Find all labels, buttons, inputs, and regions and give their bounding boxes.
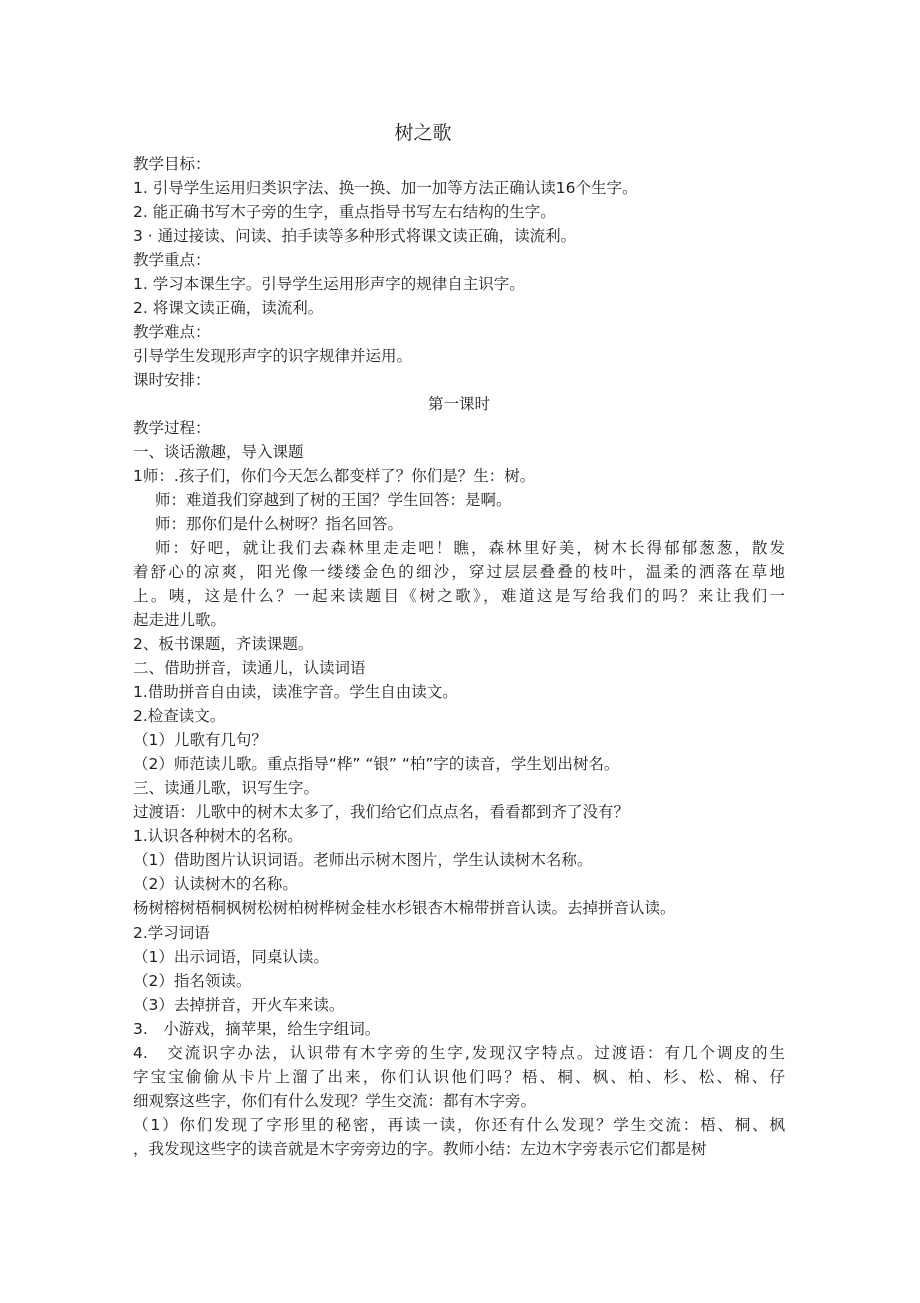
text-line: 2.学习词语	[133, 923, 210, 942]
text-line: 教学过程：	[133, 419, 211, 438]
text-line: 3. 小游戏，摘苹果，给生字组词。	[133, 1019, 381, 1038]
text-line: 一、谈话激趣，导入课题	[133, 443, 304, 462]
text-line: 过渡语：儿歌中的树木太多了，我们给它们点点名，看看都到齐了没有？	[133, 803, 630, 822]
text-line: 上。咦，这是什么？一起来读题目《树之歌》，难道这是写给我们的吗？来让我们一	[133, 587, 785, 606]
text-line: 1.借助拼音自由读，读准字音。学生自由读文。	[133, 683, 458, 702]
text-line: 引导学生发现形声字的识字规律并运用。	[133, 347, 413, 366]
text-line: （1）儿歌有几句？	[133, 731, 267, 750]
text-line: 教学重点：	[133, 251, 211, 270]
text-line: 教学目标：	[133, 155, 211, 173]
text-line: （2）师范读儿歌。重点指导“桦” “银” “柏”字的读音，学生划出树名。	[133, 755, 620, 774]
text-line: 1. 学习本课生字。引导学生运用形声字的规律自主识字。	[133, 275, 525, 294]
document-title: 树之歌	[394, 122, 452, 144]
text-line: ，我发现这些字的读音就是木字旁旁边的字。教师小结：左边木字旁表示它们都是树	[133, 1139, 707, 1158]
text-line: 杨树榕树梧桐枫树松树柏树桦树金桂水杉银杏木棉带拼音认读。去掉拼音认读。	[133, 899, 676, 918]
text-line: 1师：.孩子们，你们今天怎么都变样了？你们是？生：树。	[133, 467, 536, 486]
text-line: 起走进儿歌。	[133, 611, 227, 630]
text-line: （1）出示词语，同桌认读。	[133, 947, 329, 966]
text-line: （1）你们发现了字形里的秘密，再读一读，你还有什么发现？学生交流：梧、桐、枫	[133, 1115, 785, 1134]
text-line: （3）去掉拼音，开火车来读。	[133, 995, 345, 1014]
text-line: 字宝宝偷偷从卡片上溜了出来，你们认识他们吗？梧、桐、枫、柏、杉、松、棉、仔	[133, 1067, 785, 1086]
text-line: 二、借助拼音，读通儿，认读词语	[133, 659, 366, 678]
section-heading: 第一课时	[427, 395, 490, 414]
text-line: 2. 将课文读正确，读流利。	[133, 299, 324, 318]
text-line: （2）指名领读。	[133, 971, 252, 990]
text-line: 师：难道我们穿越到了树的王国？学生回答：是啊。	[155, 491, 512, 510]
text-line: 2、板书课题，齐读课题。	[133, 635, 314, 654]
text-line: 师：好吧，就让我们去森林里走走吧！瞧，森林里好美，树木长得郁郁葱葱，散发	[155, 539, 785, 558]
text-line: 教学难点：	[133, 323, 211, 342]
text-line: 3 · 通过接读、问读、拍手读等多种形式将课文读正确，读流利。	[133, 227, 577, 246]
text-line: 师：那你们是什么树呀？指名回答。	[155, 515, 404, 534]
text-line: （1）借助图片认识词语。老师出示树木图片，学生认读树木名称。	[133, 851, 593, 870]
text-line: 着舒心的凉爽，阳光像一缕缕金色的细沙，穿过层层叠叠的枝叶，温柔的洒落在草地	[133, 563, 785, 582]
text-line: 1. 引导学生运用归类识字法、换一换、加一加等方法正确认读16个生字。	[133, 179, 638, 198]
text-line: 2.检查读文。	[133, 707, 226, 726]
text-line: 2. 能正确书写木子旁的生字，重点指导书写左右结构的生字。	[133, 203, 556, 222]
document-body	[133, 152, 785, 1161]
text-line: 三、读通儿歌，识写生字。	[133, 779, 320, 798]
text-line: 4. 交流识字办法，认识带有木字旁的生字,发现汉字特点。过渡语：有几个调皮的生	[133, 1043, 785, 1062]
text-line: 课时安排：	[133, 371, 211, 390]
text-line: 1.认识各种树木的名称。	[133, 827, 303, 846]
text-line: （2）认读树木的名称。	[133, 875, 298, 894]
text-line: 细观察这些字，你们有什么发现？学生交流：都有木字旁。	[133, 1091, 537, 1110]
